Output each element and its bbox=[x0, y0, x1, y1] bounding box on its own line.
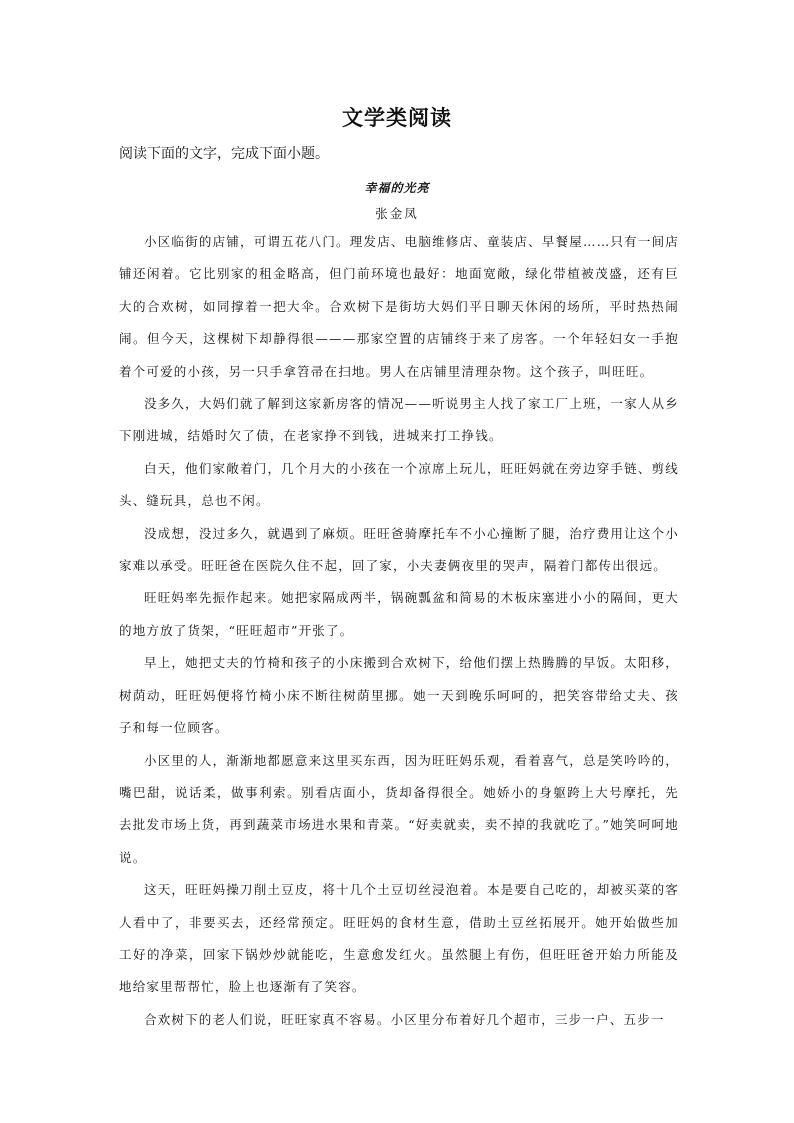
paragraph: 旺旺妈率先振作起来。她把家隔成两半，锅碗瓢盆和简易的木板床塞进小小的隔间，更大的地方放了货架，“旺旺超市”开张了。 bbox=[119, 590, 679, 638]
instruction-text: 阅读下面的文字，完成下面小题。 bbox=[119, 146, 329, 162]
paragraph: 合欢树下的老人们说，旺旺家真不容易。小区里分布着好几个超市，三步一户、五步一 bbox=[144, 1011, 665, 1027]
paragraph: 早上，她把丈夫的竹椅和孩子的小床搬到合欢树下，给他们摆上热腾腾的早饭。太阳移，树荫动，旺旺妈便将竹椅小床不断往树荫里挪。她一天到晚乐呵呵的，把笑容带给丈夫、孩子和每一位顾客。 bbox=[119, 655, 679, 736]
author-name: 张金凤 bbox=[375, 206, 419, 221]
paragraph: 这天，旺旺妈操刀削土豆皮，将十几个土豆切丝浸泡着。本是要自己吃的，却被买菜的客人看中了，非要买去，还经常预定。旺旺妈的食材生意，借助土豆丝拓展开。她开始做些加工好的净菜，回家下锅炒炒就能吃，生意愈发红火。虽然腿上有伤，但旺旺爸开始力所能及地给家里帮帮忙，脸上也逐渐有了笑容。 bbox=[119, 882, 679, 995]
paragraph: 没多久，大妈们就了解到这家新房客的情况——听说男主人找了家工厂上班，一家人从乡下刚进城，结婚时欠了债，在老家挣不到钱，进城来打工挣钱。 bbox=[119, 396, 679, 444]
paragraph: 白天，他们家敞着门，几个月大的小孩在一个凉席上玩儿，旺旺妈就在旁边穿手链、剪线头、缝玩具，总也不闲。 bbox=[119, 460, 679, 509]
story-title: 幸福的光亮 bbox=[364, 181, 430, 195]
page-title: 文学类阅读 bbox=[342, 105, 452, 130]
story-body bbox=[119, 226, 679, 1036]
paragraph: 没成想，没过多久，就遇到了麻烦。旺旺爸骑摩托车不小心撞断了腿，治疗费用让这个小家难以承受。旺旺爸在医院久住不起，回了家，小夫妻俩夜里的哭声，隔着门都传出很远。 bbox=[119, 525, 679, 574]
paragraph: 小区里的人，渐渐地都愿意来这里买东西，因为旺旺妈乐观，看着喜气，总是笑吟吟的，嘴巴甜，说话柔，做事利索。别看店面小，货却备得很全。她娇小的身躯跨上大号摩托，先去批发市场上货，再到蔬菜市场进水果和青菜。“好卖就卖，卖不掉的我就吃了。”她笑呵呵地说。 bbox=[119, 752, 679, 865]
paragraph: 小区临街的店铺，可谓五花八门。理发店、电脑维修店、童装店、早餐屋……只有一间店铺还闲着。它比别家的租金略高，但门前环境也最好：地面宽敞，绿化带植被茂盛，还有巨大的合欢树，如同撑着一把大伞。合欢树下是街坊大妈们平日聊天休闲的场所，平时热热闹闹。但今天，这棵树下却静得很———那家空置的店铺终于来了房客。一个年轻妇女一手抱着个可爱的小孩，另一只手拿笤帚在扫地。男人在店铺里清理杂物。这个孩子，叫旺旺。 bbox=[119, 234, 679, 379]
